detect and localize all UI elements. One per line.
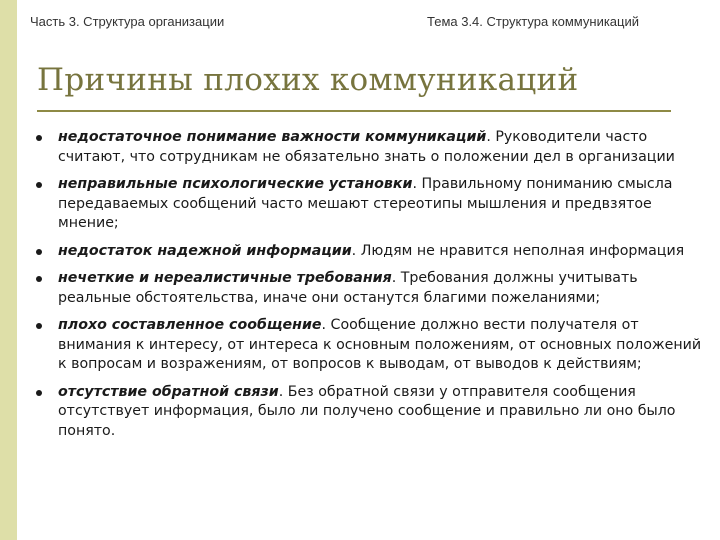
item-term: неправильные психологические установки — [58, 176, 413, 192]
item-text: . Без обратной связи у отправителя сообщения отсутствует информация, было ли получено сообщение и правильно ли оно было понято. — [58, 383, 676, 439]
item-term: недостаточное понимание важности коммуникаций — [58, 129, 487, 145]
list-item — [36, 316, 708, 375]
item-text: . Требования должны учитывать реальные обстоятельства, иначе они останутся благими пожеланиями; — [58, 270, 638, 306]
bullet-icon — [36, 135, 42, 141]
causes-list — [36, 128, 708, 449]
item-text: . Сообщение должно вести получателя от внимания к интересу, от интереса к основным положениям, от основных положений к вопросам и возражениям, от вопросов к выводам, от выводов к действиям; — [58, 317, 702, 372]
title-divider — [37, 110, 671, 112]
list-item — [36, 269, 708, 308]
section-header-left: Часть 3. Структура организации — [30, 14, 225, 29]
item-term: недостаток надежной информации — [58, 242, 352, 259]
list-item — [36, 175, 708, 234]
item-term: нечеткие и нереалистичные требования — [58, 270, 392, 286]
item-text: . Руководители часто считают, что сотрудникам не обязательно знать о положении дел в организации — [58, 129, 675, 165]
item-text: . Правильному пониманию смысла передаваемых сообщений часто мешают стереотипы мышления и предвзятое мнение; — [58, 176, 673, 231]
list-item — [36, 383, 708, 442]
sidebar-stripe — [0, 0, 17, 540]
list-item — [36, 128, 708, 167]
bullet-icon — [36, 182, 42, 188]
bullet-icon — [36, 323, 42, 329]
item-term: отсутствие обратной связи — [58, 383, 279, 400]
bullet-icon — [36, 390, 42, 396]
section-header-right: Тема 3.4. Структура коммуникаций — [427, 14, 639, 29]
item-text: . Людям не нравится неполная информация — [351, 242, 685, 259]
slide-title: Причины плохих коммуникаций — [37, 62, 579, 98]
bullet-icon — [36, 249, 42, 255]
list-item — [36, 242, 708, 262]
item-term: плохо составленное сообщение — [58, 317, 322, 333]
bullet-icon — [36, 276, 42, 282]
